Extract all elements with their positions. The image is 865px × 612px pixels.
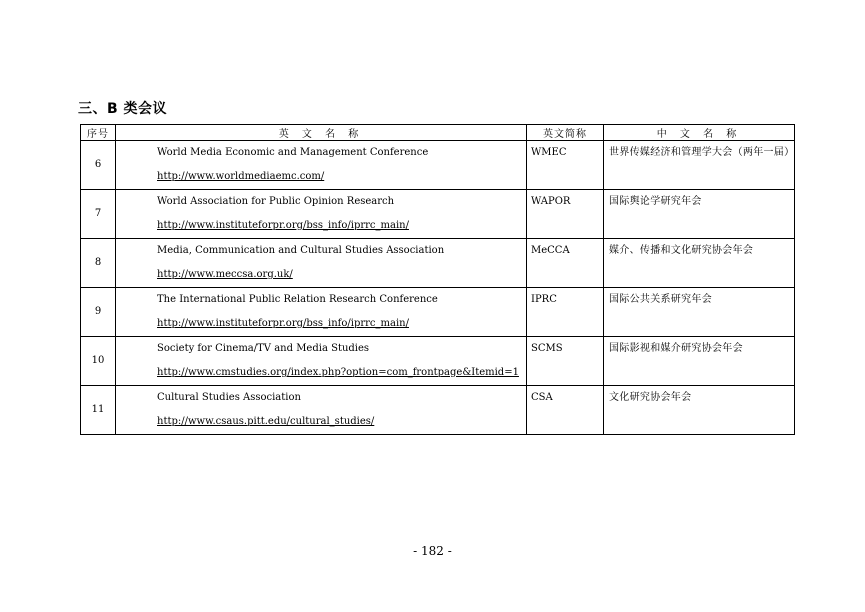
row-number: 10: [81, 337, 116, 386]
conference-chinese-name: 媒介、传播和文化研究协会年会: [604, 239, 795, 288]
conference-chinese-name: 国际公共关系研究年会: [604, 288, 795, 337]
english-name-cell: [116, 190, 527, 239]
table-row: [81, 288, 795, 337]
english-name-cell: [116, 337, 527, 386]
conference-url-link[interactable]: http://www.meccsa.org.uk/: [157, 269, 293, 280]
table-row: [81, 239, 795, 288]
row-number: 6: [81, 141, 116, 190]
table-row: [81, 386, 795, 435]
conference-abbreviation: WMEC: [527, 141, 604, 190]
conference-url-link[interactable]: http://www.worldmediaemc.com/: [157, 171, 325, 182]
table-row: [81, 190, 795, 239]
conference-chinese-name: 国际舆论学研究年会: [604, 190, 795, 239]
table-row: [81, 141, 795, 190]
row-number: 8: [81, 239, 116, 288]
conference-english-name: Media, Communication and Cultural Studies Association: [157, 245, 445, 256]
english-name-cell: [116, 141, 527, 190]
conference-english-name: Cultural Studies Association: [157, 392, 301, 403]
conference-english-name: The International Public Relation Research Conference: [157, 294, 438, 305]
header-chinese-name: 中 文 名 称: [604, 125, 795, 141]
conference-abbreviation: SCMS: [527, 337, 604, 386]
conference-url-link[interactable]: http://www.instituteforpr.org/bss_info/iprrc_main/: [157, 220, 409, 231]
conference-chinese-name: 文化研究协会年会: [604, 386, 795, 435]
header-number: 序号: [81, 125, 116, 141]
header-english-name: 英 文 名 称: [116, 125, 527, 141]
table-row: [81, 337, 795, 386]
table-header-row: [81, 125, 795, 141]
conference-abbreviation: IPRC: [527, 288, 604, 337]
conference-url-link[interactable]: http://www.instituteforpr.org/bss_info/iprrc_main/: [157, 318, 409, 329]
conference-english-name: Society for Cinema/TV and Media Studies: [157, 343, 370, 354]
conference-abbreviation: CSA: [527, 386, 604, 435]
conference-abbreviation: MeCCA: [527, 239, 604, 288]
page-number: - 182 -: [413, 544, 452, 558]
conference-table: [80, 124, 795, 435]
english-name-cell: [116, 386, 527, 435]
row-number: 11: [81, 386, 116, 435]
english-name-cell: [116, 288, 527, 337]
header-abbreviation: 英文简称: [527, 125, 604, 141]
conference-chinese-name: 国际影视和媒介研究协会年会: [604, 337, 795, 386]
row-number: 7: [81, 190, 116, 239]
conference-english-name: World Association for Public Opinion Research: [157, 196, 395, 207]
conference-abbreviation: WAPOR: [527, 190, 604, 239]
english-name-cell: [116, 239, 527, 288]
section-heading: 三、B 类会议: [78, 101, 168, 117]
conference-english-name: World Media Economic and Management Conference: [157, 147, 429, 158]
conference-url-link[interactable]: http://www.csaus.pitt.edu/cultural_studies/: [157, 416, 375, 427]
conference-url-link[interactable]: http://www.cmstudies.org/index.php?option=com_frontpage&Itemid=1: [157, 367, 519, 378]
conference-chinese-name: 世界传媒经济和管理学大会（两年一届）: [604, 141, 795, 190]
row-number: 9: [81, 288, 116, 337]
